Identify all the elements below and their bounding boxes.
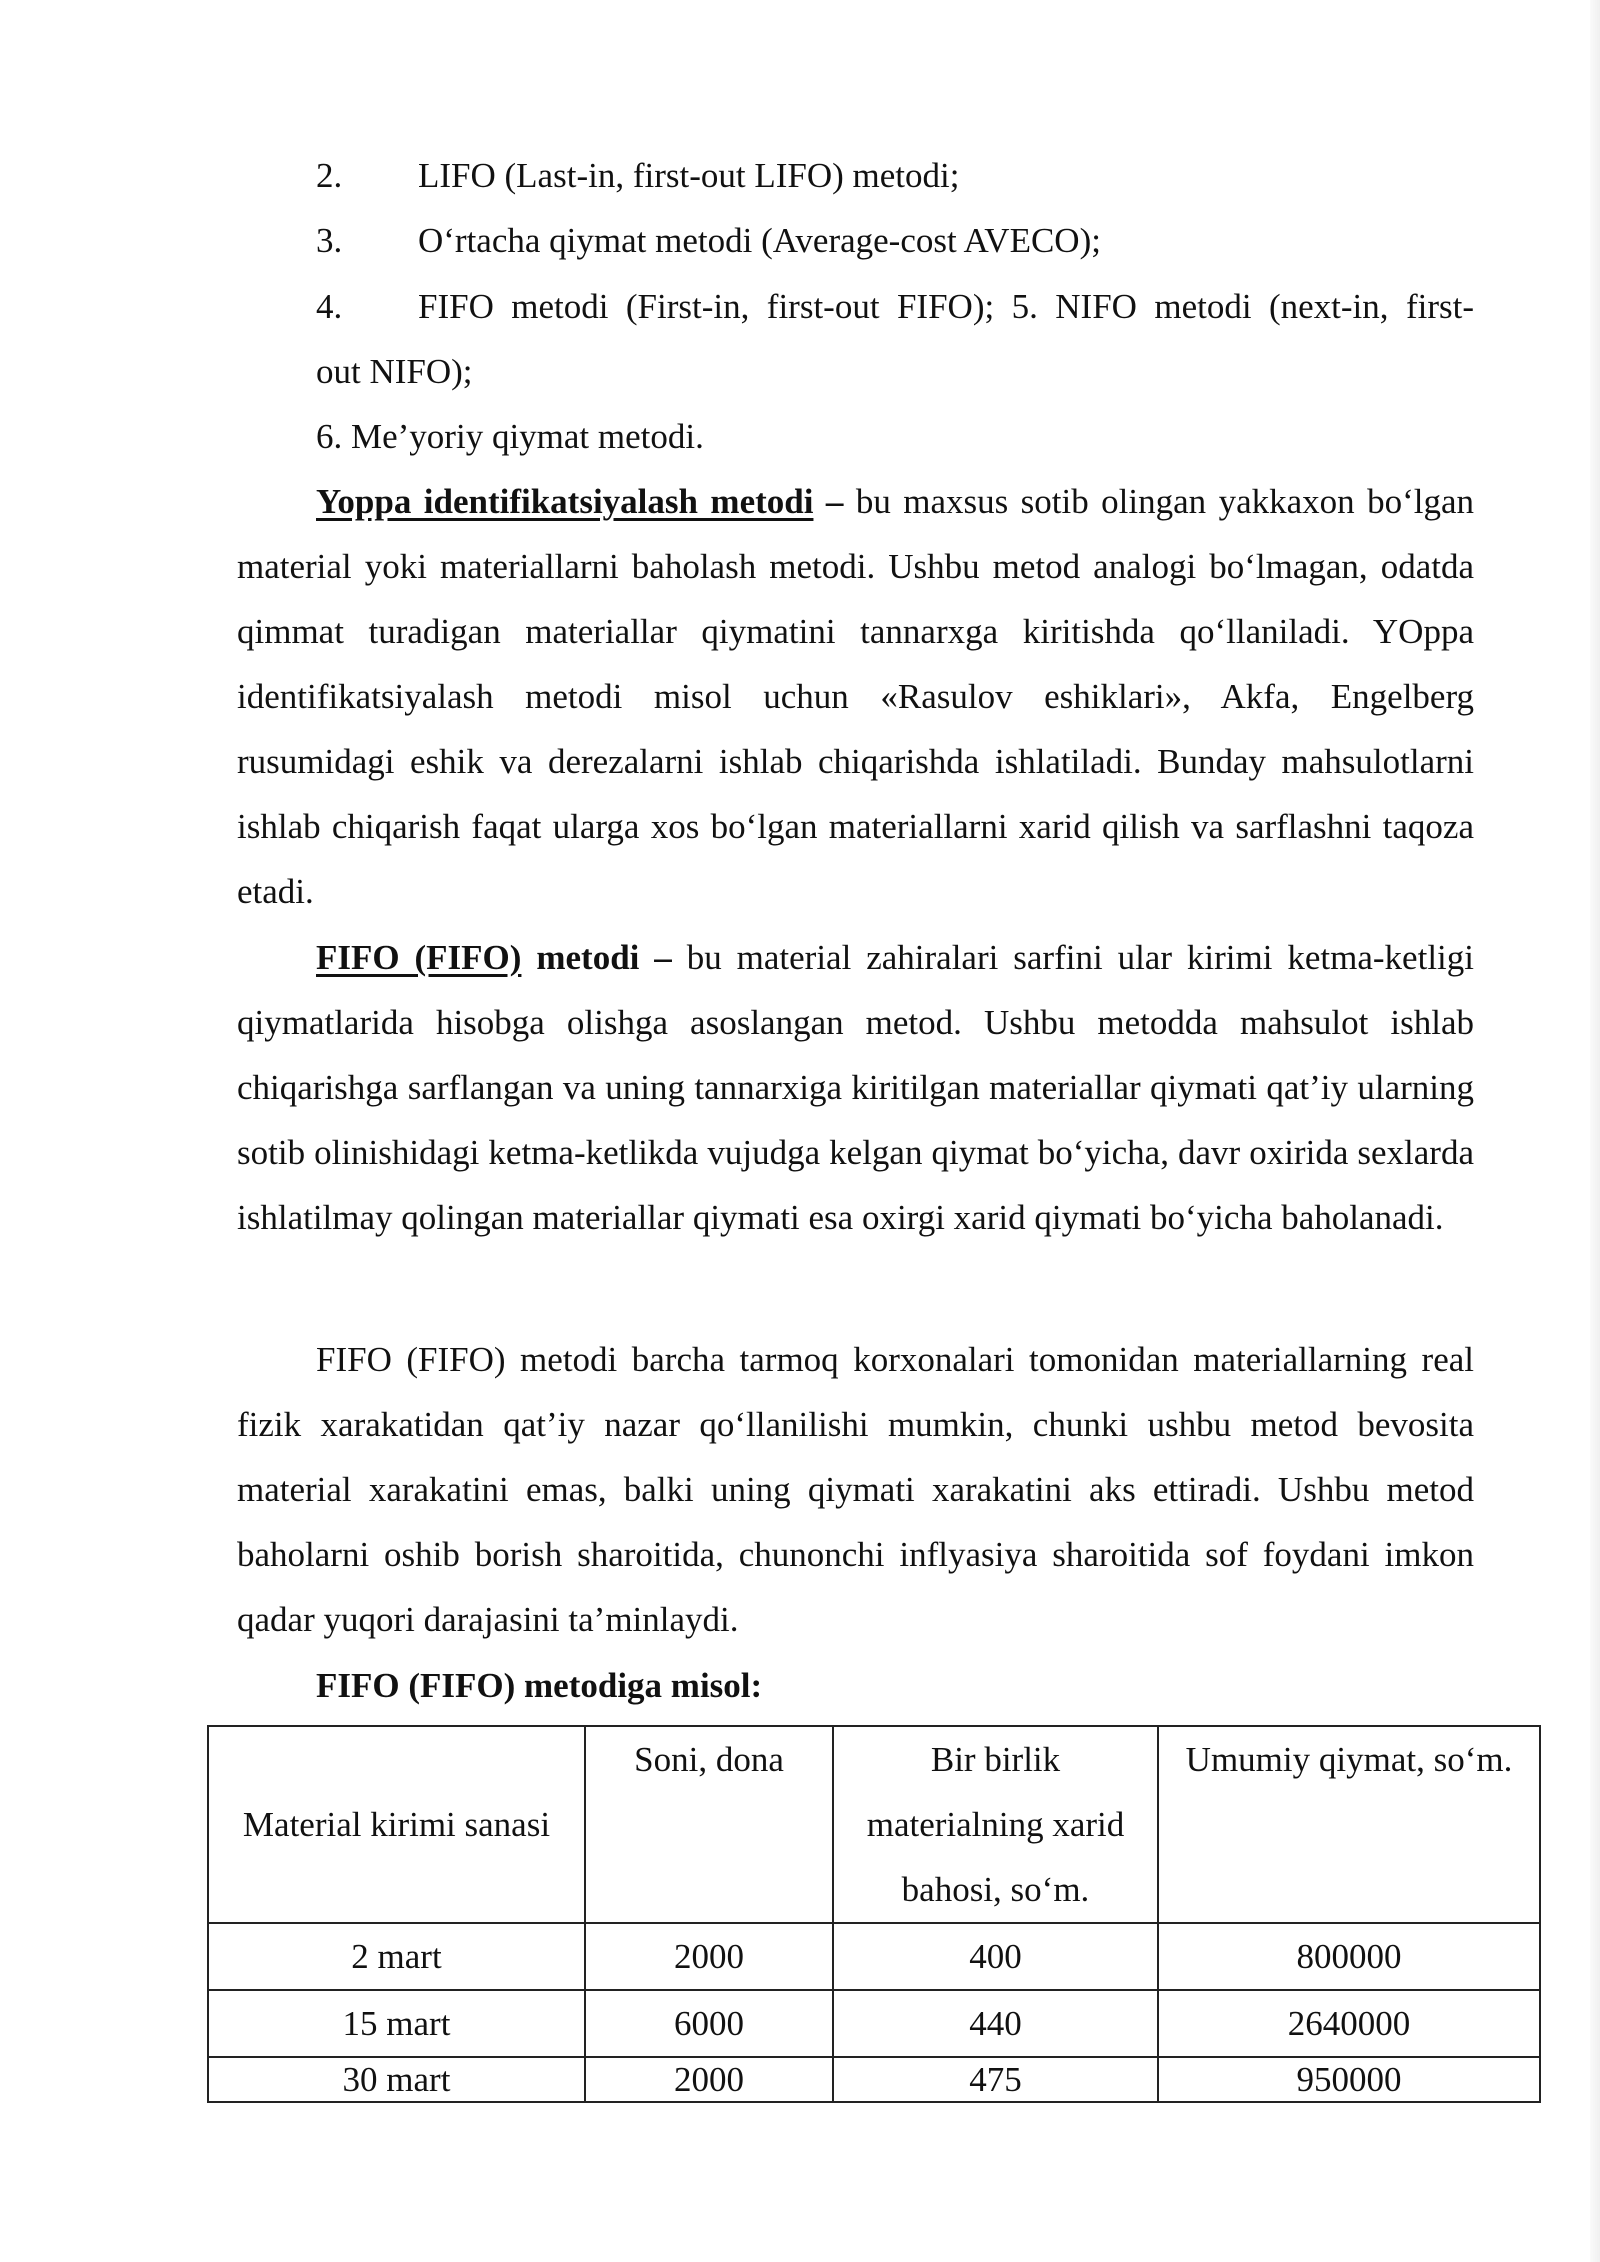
paragraph-fifo-text: bu material zahiralari sarfini ular kirimi ketma-ketligi qiymatlarida hisobga olishga asoslangan metod. Ushbu metodda mahsulot ishlab chiqarishga sarflangan va uning tannarxiga kiritilgan materiallar qiymati qat’iy ularning sotib olinishidagi ketma-ketlikda vujudga kelgan qiymat bo‘yicha, davr oxirida sexlarda ishlatilmay qolingan materiallar qiymati esa oxirgi xarid qiymati bo‘yicha baholanadi. — [237, 938, 1474, 1237]
term-dash: – — [813, 482, 856, 521]
term-yoppa: Yoppa identifikatsiyalash metodi — [316, 482, 814, 521]
list-text-fifo-nifo: FIFO metodi (First-in, first-out FIFO); 5. NIFO metodi (next-in, first- — [418, 287, 1474, 326]
cell-quantity: 2000 — [585, 1923, 833, 1990]
list-text-aveco: O‘rtacha qiymat metodi (Average-cost AVECO); — [418, 221, 1101, 260]
header-date: Material kirimi sanasi — [208, 1726, 585, 1923]
term-fifo: FIFO (FIFO) — [316, 938, 522, 977]
example-title: FIFO (FIFO) metodiga misol: — [316, 1666, 763, 1705]
fifo-example-table — [207, 1725, 1541, 2103]
page-edge — [1590, 0, 1600, 2262]
table-row — [208, 1990, 1540, 2057]
table-row — [208, 2057, 1540, 2102]
header-quantity: Soni, dona — [585, 1726, 833, 1923]
cell-total: 800000 — [1158, 1923, 1540, 1990]
list-number-2: 2. — [316, 156, 343, 195]
paragraph-yoppa — [237, 469, 1474, 924]
cell-date: 15 mart — [208, 1990, 585, 2057]
header-unit-price: Bir birlik materialning xarid bahosi, so‘m. — [833, 1726, 1158, 1923]
table-row — [208, 1923, 1540, 1990]
list-number-4: 4. — [316, 287, 343, 326]
list-text-lifo: LIFO (Last-in, first-out LIFO) metodi; — [418, 156, 960, 195]
cell-unit-price: 440 — [833, 1990, 1158, 2057]
cell-date: 30 mart — [208, 2057, 585, 2102]
cell-total: 2640000 — [1158, 1990, 1540, 2057]
cell-unit-price: 475 — [833, 2057, 1158, 2102]
cell-quantity: 2000 — [585, 2057, 833, 2102]
list-number-3: 3. — [316, 221, 343, 260]
table-header-row — [208, 1726, 1540, 1923]
paragraph-fifo-definition — [237, 925, 1474, 1250]
header-total-value: Umumiy qiymat, so‘m. — [1158, 1726, 1540, 1923]
cell-total: 950000 — [1158, 2057, 1540, 2102]
cell-date: 2 mart — [208, 1923, 585, 1990]
paragraph-yoppa-text: bu maxsus sotib olingan yakkaxon bo‘lgan material yoki materiallarni baholash metodi. Ushbu metod analogi bo‘lmagan, odatda qimmat turadigan materiallar qiymatini tannarxga kiritishda qo‘llaniladi. YOppa identifikatsiyalash metodi misol uchun «Rasulov eshiklari», Akfa, Engelberg rusumidagi eshik va derezalarni ishlab chiqarishda ishlatiladi. Bunday mahsulotlarni ishlab chiqarish faqat ularga xos bo‘lgan materiallarni xarid qilish va sarflashni taqoza etadi. — [237, 482, 1474, 911]
term-fifo-metodi: metodi — [521, 938, 640, 977]
list-text-continuation: out NIFO); — [316, 352, 473, 391]
cell-quantity: 6000 — [585, 1990, 833, 2057]
list-item-6: 6. Me’yoriy qiymat metodi. — [316, 417, 704, 456]
cell-unit-price: 400 — [833, 1923, 1158, 1990]
paragraph-fifo-usage: FIFO (FIFO) metodi barcha tarmoq korxonalari tomonidan materiallarning real fizik xarakatidan qat’iy nazar qo‘llanilishi mumkin, chunki ushbu metod bevosita material xarakatini emas, balki uning qiymati xarakatini aks ettiradi. Ushbu metod baholarni oshib borish sharoitida, chunonchi inflyasiya sharoitida sof foydani imkon qadar yuqori darajasini ta’minlaydi. — [237, 1340, 1474, 1639]
term-fifo-dash: – — [639, 938, 687, 977]
